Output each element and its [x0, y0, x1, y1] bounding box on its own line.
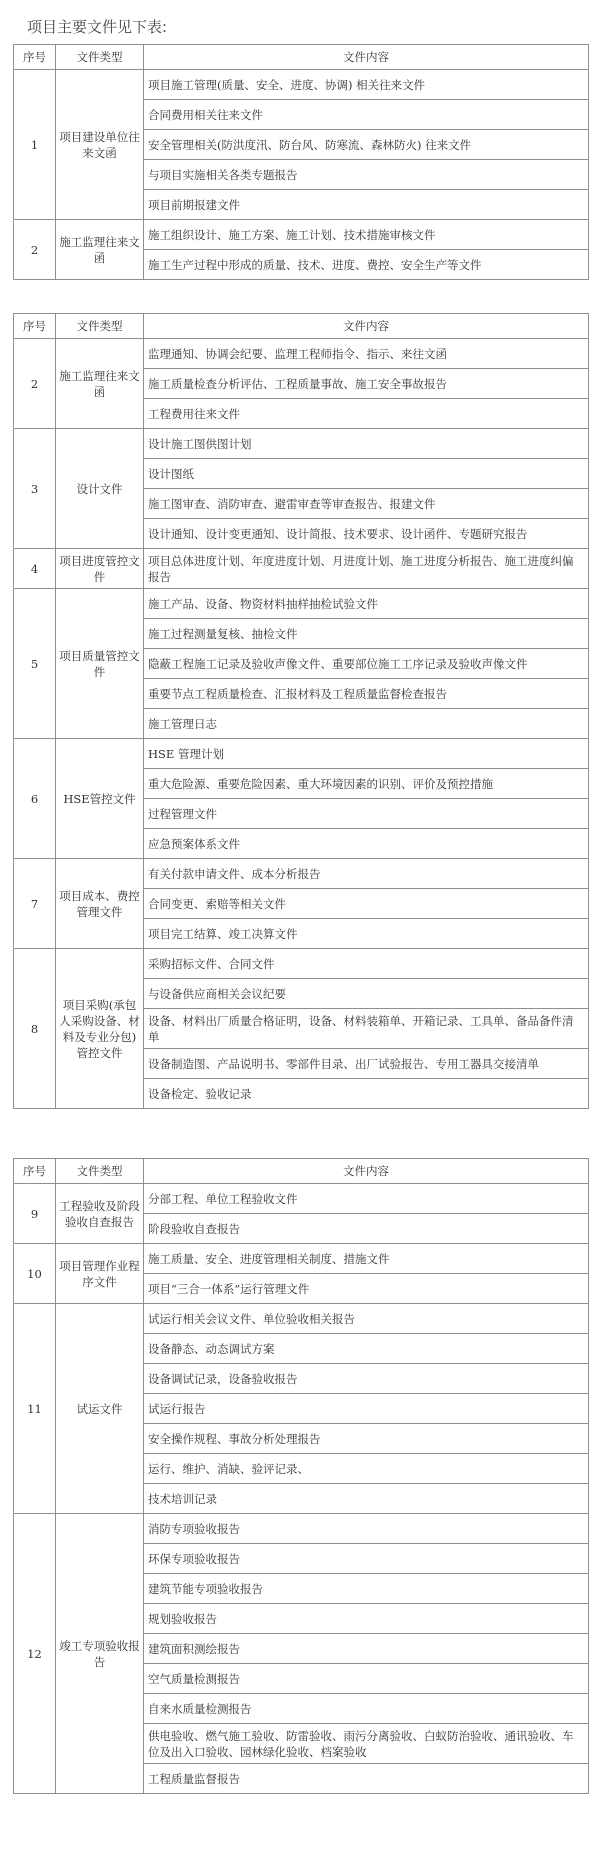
file-content: 设备静态、动态调试方案 [144, 1334, 589, 1364]
table-row [14, 429, 589, 459]
file-content: 消防专项验收报告 [144, 1514, 589, 1544]
file-content: 自来水质量检测报告 [144, 1694, 589, 1724]
header-content: 文件内容 [144, 314, 589, 339]
table-row [14, 589, 589, 619]
table-row [14, 549, 589, 589]
header-content: 文件内容 [144, 45, 589, 70]
header-type: 文件类型 [56, 1159, 144, 1184]
file-content: 项目施工管理(质量、安全、进度、协调) 相关往来文件 [144, 70, 589, 100]
file-table-1 [13, 44, 589, 280]
file-content: 供电验收、燃气施工验收、防雷验收、雨污分离验收、白蚁防治验收、通讯验收、车位及出入口验收、园林绿化验收、档案验收 [144, 1724, 589, 1764]
page-title: 项目主要文件见下表: [27, 18, 168, 36]
file-content: 设计施工图供图计划 [144, 429, 589, 459]
file-content: HSE 管理计划 [144, 739, 589, 769]
file-type: 项目管理作业程序文件 [56, 1244, 144, 1304]
table-header-row [14, 45, 589, 70]
row-number: 5 [14, 589, 56, 739]
table-row [14, 739, 589, 769]
file-type: 设计文件 [56, 429, 144, 549]
table-row [14, 339, 589, 369]
file-type: 项目进度管控文件 [56, 549, 144, 589]
file-content: 设备调试记录，设备验收报告 [144, 1364, 589, 1394]
file-content: 工程费用往来文件 [144, 399, 589, 429]
file-content: 与项目实施相关各类专题报告 [144, 160, 589, 190]
file-content: 空气质量检测报告 [144, 1664, 589, 1694]
table-row [14, 949, 589, 979]
table-row [14, 859, 589, 889]
header-type: 文件类型 [56, 314, 144, 339]
file-content: 隐蔽工程施工记录及验收声像文件、重要部位施工工序记录及验收声像文件 [144, 649, 589, 679]
file-content: 施工管理日志 [144, 709, 589, 739]
file-type: 施工监理往来文函 [56, 220, 144, 280]
file-content: 重要节点工程质量检查、汇报材料及工程质量监督检查报告 [144, 679, 589, 709]
table-row [14, 70, 589, 100]
file-type: 工程验收及阶段验收自查报告 [56, 1184, 144, 1244]
file-content: 规划验收报告 [144, 1604, 589, 1634]
file-content: 阶段验收自查报告 [144, 1214, 589, 1244]
file-content: 应急预案体系文件 [144, 829, 589, 859]
file-content: 项目前期报建文件 [144, 190, 589, 220]
file-type: HSE管控文件 [56, 739, 144, 859]
file-content: 工程质量监督报告 [144, 1764, 589, 1794]
file-content: 设计通知、设计变更通知、设计简报、技术要求、设计函件、专题研究报告 [144, 519, 589, 549]
file-content: 建筑面积测绘报告 [144, 1634, 589, 1664]
file-content: 采购招标文件、合同文件 [144, 949, 589, 979]
file-content: 试运行报告 [144, 1394, 589, 1424]
file-content: 施工生产过程中形成的质量、技术、进度、费控、安全生产等文件 [144, 250, 589, 280]
file-content: 与设备供应商相关会议纪要 [144, 979, 589, 1009]
file-content: 施工组织设计、施工方案、施工计划、技术措施审核文件 [144, 220, 589, 250]
file-content: 环保专项验收报告 [144, 1544, 589, 1574]
table-row [14, 1244, 589, 1274]
file-content: 重大危险源、重要危险因素、重大环境因素的识别、评价及预控措施 [144, 769, 589, 799]
table-header-row [14, 314, 589, 339]
row-number: 11 [14, 1304, 56, 1514]
row-number: 9 [14, 1184, 56, 1244]
file-content: 施工质量检查分析评估、工程质量事故、施工安全事故报告 [144, 369, 589, 399]
row-number: 2 [14, 220, 56, 280]
file-type: 竣工专项验收报告 [56, 1514, 144, 1794]
header-type: 文件类型 [56, 45, 144, 70]
file-content: 施工过程测量复核、抽检文件 [144, 619, 589, 649]
header-no: 序号 [14, 45, 56, 70]
row-number: 12 [14, 1514, 56, 1794]
table-row [14, 220, 589, 250]
file-content: 施工质量、安全、进度管理相关制度、措施文件 [144, 1244, 589, 1274]
file-type: 施工监理往来文函 [56, 339, 144, 429]
file-content: 监理通知、协调会纪要、监理工程师指令、指示、来往文函 [144, 339, 589, 369]
file-content: 施工产品、设备、物资材料抽样抽检试验文件 [144, 589, 589, 619]
file-content: 运行、维护、消缺、验评记录、 [144, 1454, 589, 1484]
file-content: 项目总体进度计划、年度进度计划、月进度计划、施工进度分析报告、施工进度纠偏报告 [144, 549, 589, 589]
file-content: 技术培训记录 [144, 1484, 589, 1514]
table-row [14, 1514, 589, 1544]
file-content: 设备、材料出厂质量合格证明，设备、材料装箱单、开箱记录、工具单、备品备件清单 [144, 1009, 589, 1049]
file-table-3 [13, 1158, 589, 1794]
row-number: 7 [14, 859, 56, 949]
file-type: 项目质量管控文件 [56, 589, 144, 739]
file-content: 设备检定、验收记录 [144, 1079, 589, 1109]
file-content: 有关付款申请文件、成本分析报告 [144, 859, 589, 889]
file-content: 项目“三合一体系”运行管理文件 [144, 1274, 589, 1304]
file-content: 项目完工结算、竣工决算文件 [144, 919, 589, 949]
file-content: 分部工程、单位工程验收文件 [144, 1184, 589, 1214]
row-number: 1 [14, 70, 56, 220]
file-content: 安全操作规程、事故分析处理报告 [144, 1424, 589, 1454]
file-content: 设备制造图、产品说明书、零部件目录、出厂试验报告、专用工器具交接清单 [144, 1049, 589, 1079]
row-number: 10 [14, 1244, 56, 1304]
header-content: 文件内容 [144, 1159, 589, 1184]
row-number: 8 [14, 949, 56, 1109]
file-type: 试运文件 [56, 1304, 144, 1514]
file-content: 合同变更、索赔等相关文件 [144, 889, 589, 919]
file-content: 安全管理相关(防洪度汛、防台风、防寒流、森林防火) 往来文件 [144, 130, 589, 160]
file-content: 建筑节能专项验收报告 [144, 1574, 589, 1604]
file-type: 项目成本、费控管理文件 [56, 859, 144, 949]
file-type: 项目采购(承包人采购设备、材料及专业分包) 管控文件 [56, 949, 144, 1109]
row-number: 2 [14, 339, 56, 429]
file-content: 试运行相关会议文件、单位验收相关报告 [144, 1304, 589, 1334]
row-number: 4 [14, 549, 56, 589]
table-header-row [14, 1159, 589, 1184]
file-content: 设计图纸 [144, 459, 589, 489]
row-number: 6 [14, 739, 56, 859]
row-number: 3 [14, 429, 56, 549]
file-content: 合同费用相关往来文件 [144, 100, 589, 130]
file-type: 项目建设单位往来文函 [56, 70, 144, 220]
file-table-2 [13, 313, 589, 1109]
header-no: 序号 [14, 1159, 56, 1184]
table-row [14, 1304, 589, 1334]
file-content: 施工图审查、消防审查、避雷审查等审查报告、报建文件 [144, 489, 589, 519]
file-content: 过程管理文件 [144, 799, 589, 829]
table-row [14, 1184, 589, 1214]
header-no: 序号 [14, 314, 56, 339]
